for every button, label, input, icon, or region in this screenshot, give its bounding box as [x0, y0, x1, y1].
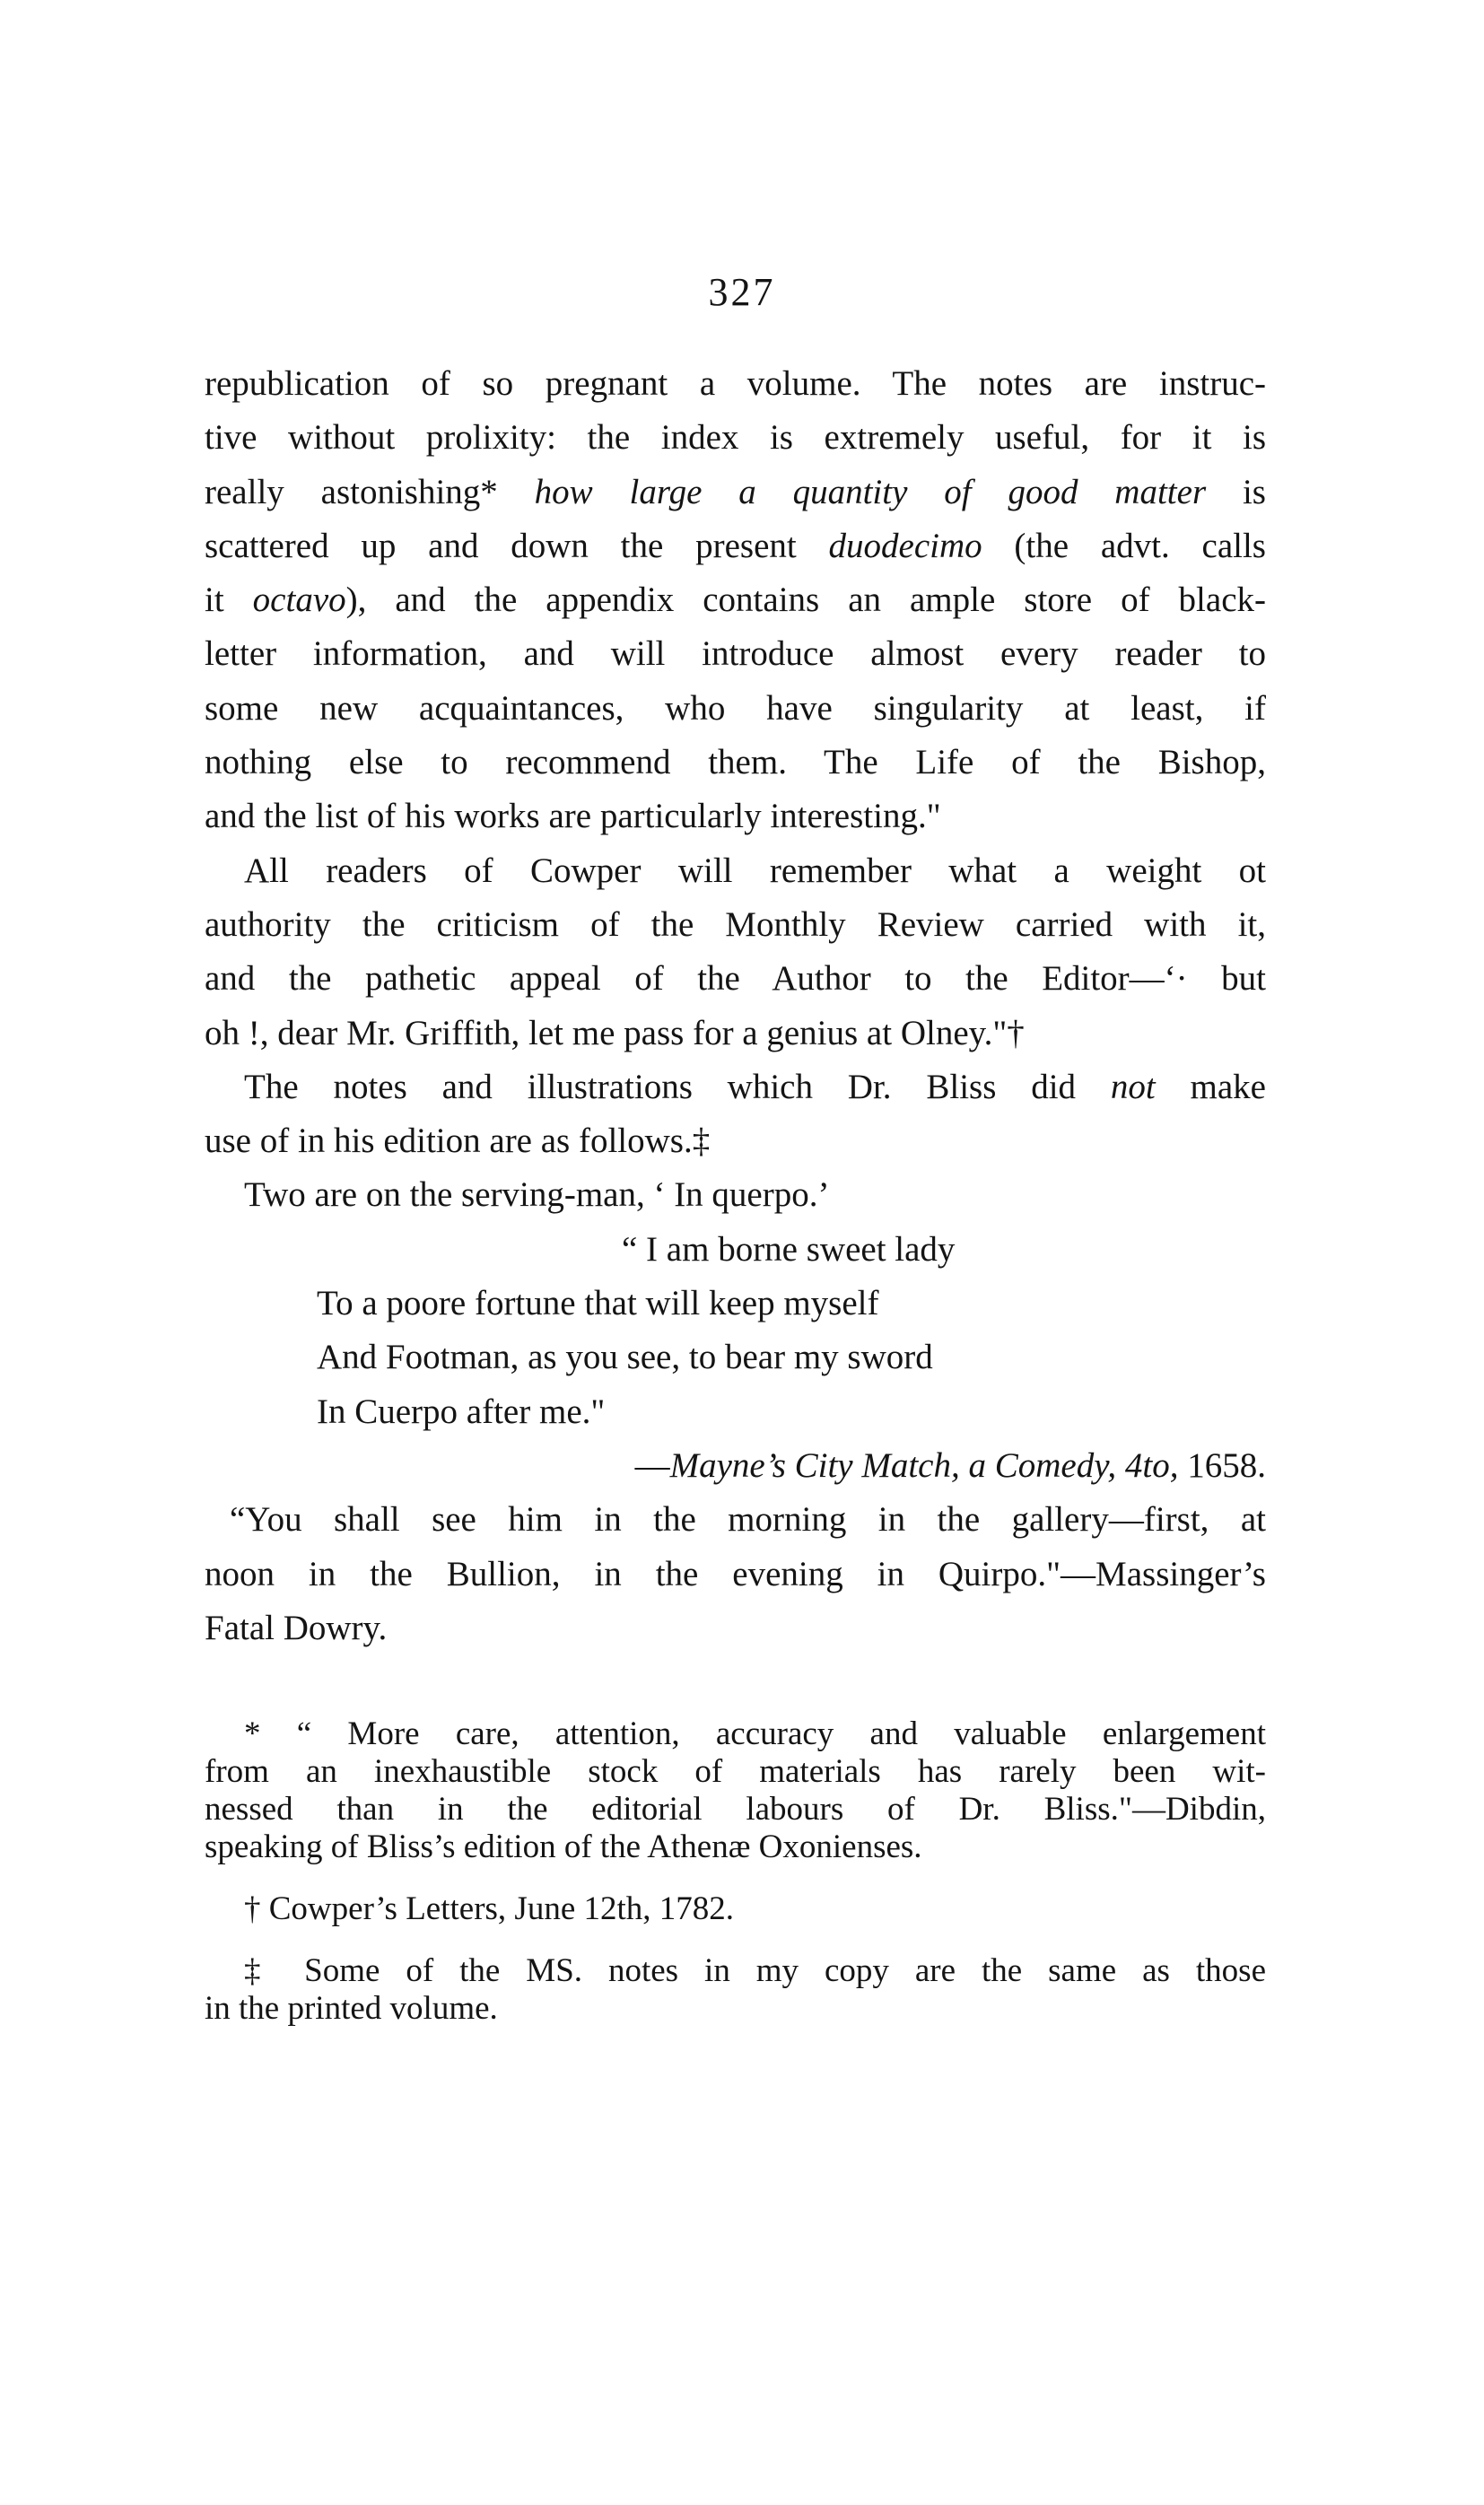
text-line: “You shall see him in the morning in the gallery—first, at [230, 1500, 1266, 1540]
verse-line: “ I am borne sweet lady [622, 1229, 956, 1269]
footnote-asterisk [205, 1715, 1266, 1866]
text-line: republication of so pregnant a volume. The notes are instruc- [205, 364, 1266, 403]
text-line: All readers of Cowper will remember what a weight ot [244, 851, 1266, 890]
footnote-line: from an inexhaustible stock of materials has rarely been wit- [205, 1753, 1266, 1790]
text-line: noon in the Bullion, in the evening in Quirpo."—Massinger’s [205, 1554, 1266, 1593]
paragraph-massinger [205, 1493, 1266, 1655]
footnote-line: nessed than in the editorial labours of Dr. Bliss."—Dibdin, [205, 1791, 1266, 1828]
text-line: authority the criticism of the Monthly Review carried with it, [205, 904, 1266, 944]
footnote-double-dagger [205, 1952, 1266, 2028]
text-line: oh !, dear Mr. Griffith, let me pass for a genius at Olney."† [205, 1013, 1025, 1052]
italic-word: duodecimo [828, 526, 982, 565]
verse-line: And Footman, as you see, to bear my sword [317, 1338, 933, 1377]
verse-line: In Cuerpo after me." [317, 1392, 606, 1431]
footnote-dagger: † Cowper’s Letters, June 12th, 1782. [244, 1890, 735, 1927]
footnote-line: in the printed volume. [205, 1990, 498, 2027]
paragraph-serving-man: Two are on the serving-man, ‘ In querpo.’ [244, 1175, 830, 1215]
text-line: some new acquaintances, who have singularity at least, if [205, 688, 1266, 728]
text-line: tive without prolixity: the index is extremely useful, for it is [205, 418, 1266, 458]
text-line: scattered up and down the present duodecimo (the advt. calls [205, 526, 1266, 565]
page-number: 327 [708, 270, 776, 314]
text-line: and the pathetic appeal of the Author to the Editor—‘· but [205, 959, 1266, 999]
footnote-line: * “ More care, attention, accuracy and valuable enlargement [244, 1715, 1266, 1752]
text-line: use of in his edition are as follows.‡ [205, 1122, 711, 1161]
text-line: it octavo), and the appendix contains an ample store of black- [205, 580, 1267, 620]
text-line: and the list of his works are particularly interesting." [205, 797, 941, 836]
verse-line: To a poore fortune that will keep myself [317, 1284, 879, 1323]
verse-quotation [205, 1223, 1266, 1439]
verse-attribution: —Mayne’s City Match, a Comedy, 4to, 1658. [634, 1445, 1266, 1485]
footnote-line: speaking of Bliss’s edition of the Athenæ Oxonienses. [205, 1829, 922, 1865]
text-line: letter information, and will introduce almost every reader to [205, 634, 1266, 674]
main-text [205, 357, 1266, 1655]
text-line: The notes and illustrations which Dr. Bliss did not make [244, 1067, 1266, 1106]
footnotes [205, 1715, 1266, 2052]
paragraph-notes-illustrations [205, 1060, 1266, 1169]
italic-word: octavo [252, 580, 346, 620]
footnote-line: ‡ Some of the MS. notes in my copy are the same as those [244, 1952, 1266, 1989]
paragraph-cowper [205, 844, 1266, 1060]
text-line: Fatal Dowry. [205, 1608, 388, 1647]
text-line: really astonishing* how large a quantity of good matter is [205, 472, 1266, 511]
text-line: nothing else to recommend them. The Life of the Bishop, [205, 743, 1266, 782]
italic-word: not [1110, 1067, 1156, 1106]
italic-phrase: how large a quantity of good matter [534, 472, 1207, 511]
paragraph-republication [205, 357, 1266, 844]
